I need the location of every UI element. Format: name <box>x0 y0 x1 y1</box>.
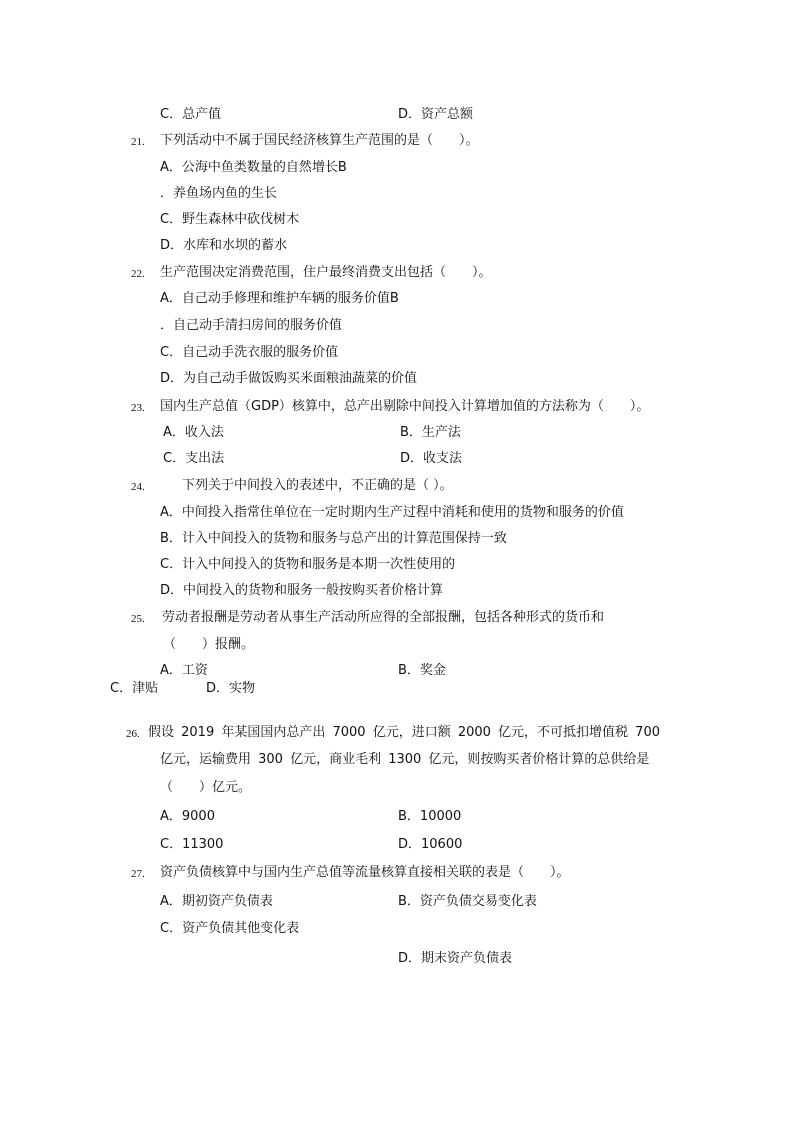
option-d: D．水库和水坝的蓄水 <box>160 238 288 253</box>
option-d: D．资产总额 <box>398 107 474 122</box>
option-b: ．养鱼场内鱼的生长 <box>160 186 278 201</box>
option-a: A．自己动手修理和维护车辆的服务价值B <box>160 291 399 306</box>
option-b: B．奖金 <box>398 663 446 678</box>
option-d: D．10600 <box>398 837 463 852</box>
option-c: C．野生森林中砍伐树木 <box>160 212 300 227</box>
question-stem-continued: （ ）报酬。 <box>163 637 255 652</box>
option-b: B．10000 <box>398 809 462 824</box>
question-number: 22. <box>131 268 145 280</box>
question-stem-continued: （ ）亿元。 <box>160 780 252 795</box>
option-a: A．收入法 <box>163 425 224 440</box>
question-number: 25. <box>131 613 145 625</box>
question-stem: 下列关于中间投入的表述中，不正确的是（ ）。 <box>182 478 453 493</box>
question-number: 23. <box>131 402 145 414</box>
option-c: C．11300 <box>160 837 224 852</box>
question-stem: 下列活动中不属于国民经济核算生产范围的是（ ）。 <box>160 133 479 148</box>
option-a: A．工资 <box>160 663 208 678</box>
option-d: D．实物 <box>206 681 256 696</box>
option-a: A．9000 <box>160 809 215 824</box>
option-b: B．生产法 <box>400 425 461 440</box>
option-c: C．计入中间投入的货物和服务是本期一次性使用的 <box>160 557 456 572</box>
question-number: 24. <box>131 481 145 493</box>
option-d: D．中间投入的货物和服务一般按购买者价格计算 <box>160 583 444 598</box>
option-d: D．为自己动手做饭购买米面粮油蔬菜的价值 <box>160 371 418 386</box>
question-stem: 资产负债核算中与国内生产总值等流量核算直接相关联的表是（ ）。 <box>160 865 570 880</box>
option-d: D．期末资产负债表 <box>398 951 513 966</box>
option-c: C．自己动手洗衣服的服务价值 <box>160 345 339 360</box>
question-stem: 劳动者报酬是劳动者从事生产活动所应得的全部报酬，包括各种形式的货币和 <box>162 610 605 625</box>
option-a: A．期初资产负债表 <box>160 894 273 909</box>
option-b: B．计入中间投入的货物和服务与总产出的计算范围保持一致 <box>160 531 507 546</box>
option-c: C．资产负债其他变化表 <box>160 921 300 936</box>
option-c: C．支出法 <box>163 451 225 466</box>
option-d: D．收支法 <box>400 451 463 466</box>
option-c: C．总产值 <box>160 107 222 122</box>
question-number: 27. <box>131 868 145 880</box>
option-a: A．公海中鱼类数量的自然增长B <box>160 160 347 175</box>
option-b: ．自己动手清扫房间的服务价值 <box>160 318 343 333</box>
question-stem-continued: 亿元，运输费用 300 亿元，商业毛利 1300 亿元，则按购买者价格计算的总供给是 <box>160 752 650 767</box>
option-a: A．中间投入指常住单位在一定时期内生产过程中消耗和使用的货物和服务的价值 <box>160 505 624 520</box>
question-number: 26. <box>126 728 140 740</box>
question-stem: 假设 2019 年某国国内总产出 7000 亿元，进口额 2000 亿元，不可抵扣增值税 700 <box>148 725 660 740</box>
question-number: 21. <box>131 136 145 148</box>
question-stem: 国内生产总值（GDP）核算中，总产出剔除中间投入计算增加值的方法称为（ ）。 <box>160 399 650 414</box>
question-stem: 生产范围决定消费范围，住户最终消费支出包括（ ）。 <box>160 265 492 280</box>
option-c: C．津贴 <box>110 681 159 696</box>
option-b: B．资产负债交易变化表 <box>398 894 537 909</box>
